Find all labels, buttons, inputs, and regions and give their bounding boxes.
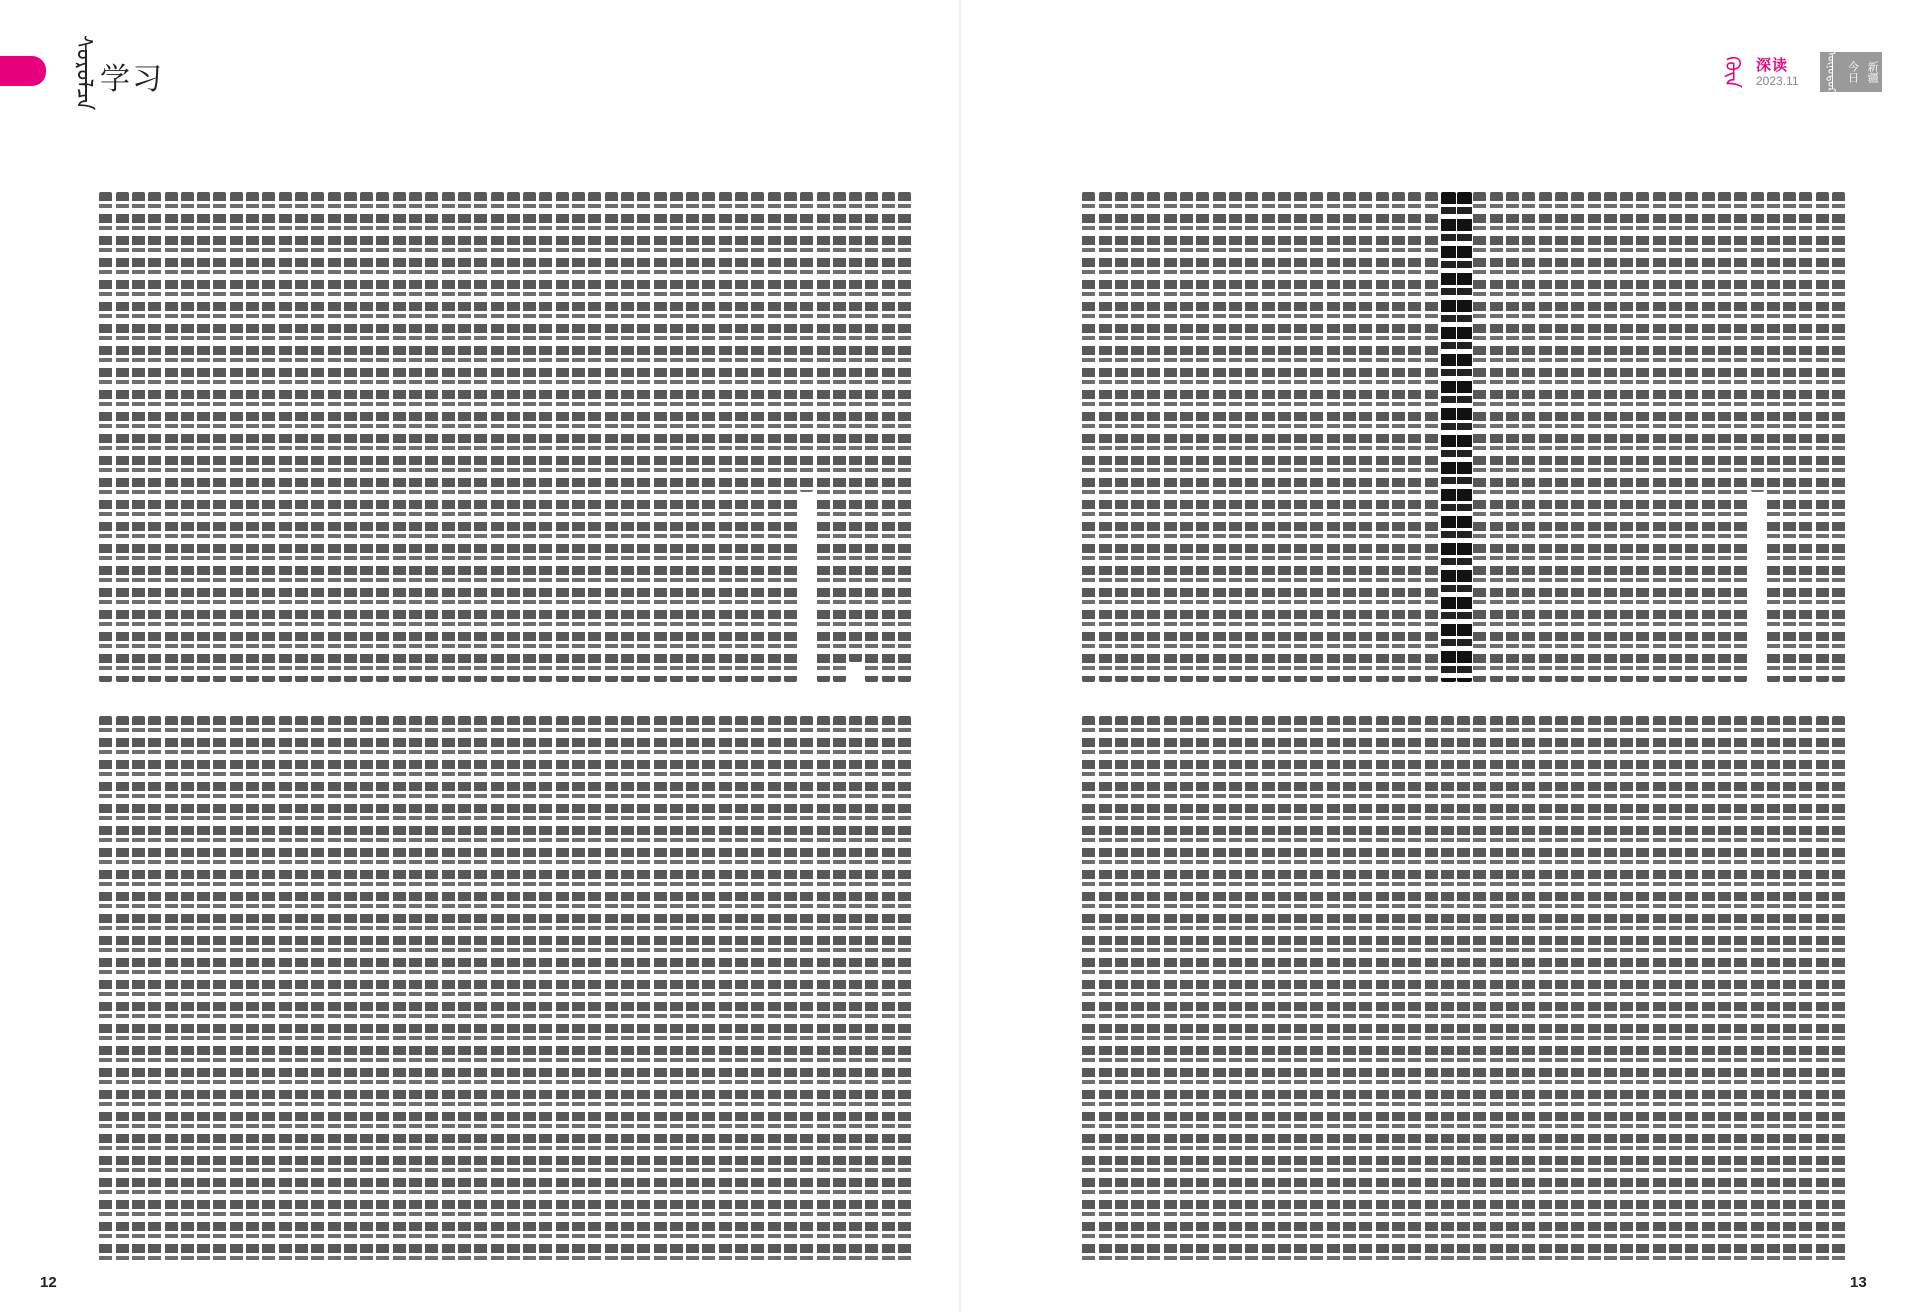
text-column [1164, 192, 1177, 682]
text-column [262, 716, 275, 1261]
text-column [213, 192, 226, 682]
text-column [523, 716, 536, 1261]
text-column [523, 192, 536, 682]
text-column [849, 716, 862, 1261]
text-column [295, 192, 308, 682]
text-column [1294, 716, 1307, 1261]
text-column [197, 716, 210, 1261]
page-fold [958, 0, 962, 1312]
text-column [1490, 716, 1503, 1261]
text-column [344, 192, 357, 682]
text-column [1327, 716, 1340, 1261]
text-column [99, 716, 112, 1261]
text-column [1147, 192, 1160, 682]
text-column [165, 192, 178, 682]
text-column [442, 192, 455, 682]
text-column [1359, 192, 1372, 682]
text-column [800, 716, 813, 1261]
text-column [1588, 716, 1601, 1261]
text-column [621, 192, 634, 682]
text-column [1653, 192, 1666, 682]
text-column [605, 716, 618, 1261]
text-column [1278, 716, 1291, 1261]
text-column [784, 192, 797, 682]
text-column [1669, 716, 1682, 1261]
text-column [1376, 716, 1389, 1261]
text-column [197, 192, 210, 682]
text-column [344, 716, 357, 1261]
text-column [833, 716, 846, 1261]
text-column [1343, 192, 1356, 682]
text-column [1522, 192, 1535, 682]
text-column [1262, 716, 1275, 1261]
brand-logo-mongol: ᠥᠨᠥᠳᠥᠷ [1824, 50, 1838, 94]
text-column [1799, 192, 1812, 682]
text-column [1082, 192, 1095, 682]
text-column [751, 192, 764, 682]
text-column [1799, 716, 1812, 1261]
text-column [1604, 192, 1617, 682]
text-column [1441, 716, 1454, 1261]
text-column [637, 716, 650, 1261]
text-column [1164, 716, 1177, 1261]
text-column [1408, 192, 1421, 682]
text-column [751, 716, 764, 1261]
text-column [458, 192, 471, 682]
text-column [1783, 192, 1796, 682]
text-column [1457, 716, 1470, 1261]
text-column [1115, 192, 1128, 682]
text-column [605, 192, 618, 682]
text-column [539, 192, 552, 682]
text-column [898, 716, 911, 1261]
text-column [654, 192, 667, 682]
text-column [882, 192, 895, 682]
text-column [768, 716, 781, 1261]
text-column [328, 192, 341, 682]
text-column [213, 716, 226, 1261]
magazine-brand [1716, 52, 1886, 96]
text-column [1571, 716, 1584, 1261]
text-column [1767, 192, 1780, 682]
text-column [1816, 716, 1829, 1261]
text-column [474, 192, 487, 682]
section-title: 学习 [100, 62, 164, 97]
text-column [181, 716, 194, 1261]
text-column [393, 192, 406, 682]
text-column [1685, 716, 1698, 1261]
text-column [507, 192, 520, 682]
brand-logo-text-1: 今日 [1846, 61, 1860, 83]
text-column [768, 192, 781, 682]
text-column [1147, 716, 1160, 1261]
text-column [1669, 192, 1682, 682]
text-column [1506, 716, 1519, 1261]
text-column [1816, 192, 1829, 682]
text-column [621, 716, 634, 1261]
text-column [556, 192, 569, 682]
text-column [1359, 716, 1372, 1261]
text-column [784, 716, 797, 1261]
text-column [719, 716, 732, 1261]
text-column [507, 716, 520, 1261]
text-column [1571, 192, 1584, 682]
text-column [1767, 716, 1780, 1261]
text-column [148, 716, 161, 1261]
text-column [99, 192, 112, 682]
text-column [1082, 716, 1095, 1261]
text-column [1832, 192, 1845, 682]
text-column [1636, 716, 1649, 1261]
text-column [1425, 192, 1438, 682]
text-column [376, 716, 389, 1261]
text-column [556, 716, 569, 1261]
text-column [279, 192, 292, 682]
text-column [833, 192, 846, 682]
text-column [1490, 192, 1503, 682]
text-column [882, 716, 895, 1261]
text-column [588, 192, 601, 682]
text-column [311, 192, 324, 682]
text-column [491, 192, 504, 682]
text-column [1245, 716, 1258, 1261]
text-column [670, 192, 683, 682]
text-column [1229, 716, 1242, 1261]
text-column [800, 192, 813, 492]
text-column [491, 716, 504, 1261]
text-column [849, 192, 862, 662]
text-column [1783, 716, 1796, 1261]
text-column [148, 192, 161, 682]
text-column [376, 192, 389, 682]
right-page-number: 13 [1850, 1274, 1867, 1291]
text-column [1229, 192, 1242, 682]
text-column [1604, 716, 1617, 1261]
text-column [1245, 192, 1258, 682]
text-column [702, 192, 715, 682]
text-column [1751, 192, 1764, 492]
brand-logo [1820, 52, 1882, 92]
text-column [588, 716, 601, 1261]
text-column [1278, 192, 1291, 682]
text-column [1751, 716, 1764, 1261]
text-column [1294, 192, 1307, 682]
text-column [1131, 192, 1144, 682]
text-column [1702, 192, 1715, 682]
text-column [1702, 716, 1715, 1261]
text-column [1539, 716, 1552, 1261]
text-column [670, 716, 683, 1261]
brand-issue-date: 2023.11 [1756, 74, 1799, 88]
text-column [360, 716, 373, 1261]
text-column [572, 192, 585, 682]
text-column [1734, 716, 1747, 1261]
text-column [1653, 716, 1666, 1261]
text-column [1196, 716, 1209, 1261]
text-column [474, 716, 487, 1261]
text-column [165, 716, 178, 1261]
text-column [360, 192, 373, 682]
text-column [409, 192, 422, 682]
text-column [1392, 716, 1405, 1261]
text-column [1522, 716, 1535, 1261]
text-column [865, 192, 878, 682]
text-column [116, 716, 129, 1261]
text-column [1718, 716, 1731, 1261]
text-column [817, 192, 830, 682]
text-column [1180, 192, 1193, 682]
text-column [442, 716, 455, 1261]
text-column [230, 192, 243, 682]
text-column [1555, 716, 1568, 1261]
text-column [735, 192, 748, 682]
text-column [686, 192, 699, 682]
text-column [1131, 716, 1144, 1261]
text-column [1196, 192, 1209, 682]
text-column [458, 716, 471, 1261]
text-column [654, 716, 667, 1261]
text-column [1441, 192, 1456, 682]
brand-mongol-text: ᠭᠦᠨ [1720, 55, 1745, 89]
text-column [735, 716, 748, 1261]
text-column [132, 716, 145, 1261]
text-column [1588, 192, 1601, 682]
text-column [1425, 716, 1438, 1261]
text-column [898, 192, 911, 682]
text-column [1685, 192, 1698, 682]
text-column [865, 716, 878, 1261]
text-column [702, 716, 715, 1261]
text-column [1718, 192, 1731, 682]
text-column [1310, 192, 1323, 682]
text-column [1392, 192, 1405, 682]
text-column [719, 192, 732, 682]
text-column [246, 192, 259, 682]
text-column [409, 716, 422, 1261]
text-column [311, 716, 324, 1261]
brand-name: 深读 [1756, 56, 1789, 74]
text-column [1539, 192, 1552, 682]
text-column [1555, 192, 1568, 682]
text-column [1180, 716, 1193, 1261]
text-column [295, 716, 308, 1261]
text-column [1473, 716, 1486, 1261]
text-column [181, 192, 194, 682]
text-column [817, 716, 830, 1261]
text-column [1327, 192, 1340, 682]
text-column [1473, 192, 1486, 682]
text-column [132, 192, 145, 682]
text-column [637, 192, 650, 682]
section-title-mongol: ᠰᠤᠷᠤᠯᠴᠠ [71, 35, 96, 111]
left-page-number: 12 [40, 1274, 57, 1291]
text-column [572, 716, 585, 1261]
text-column [686, 716, 699, 1261]
text-column [1099, 716, 1112, 1261]
text-column [246, 716, 259, 1261]
text-column [1343, 716, 1356, 1261]
brand-logo-text-2: 新疆 [1866, 61, 1880, 83]
text-column [1310, 716, 1323, 1261]
text-column [279, 716, 292, 1261]
text-column [1213, 716, 1226, 1261]
text-column [1213, 192, 1226, 682]
text-column [1734, 192, 1747, 682]
text-column [1115, 716, 1128, 1261]
text-column [1408, 716, 1421, 1261]
text-column [1376, 192, 1389, 682]
text-column [328, 716, 341, 1261]
text-column [1099, 192, 1112, 682]
text-column [1457, 192, 1472, 682]
text-column [1506, 192, 1519, 682]
text-column [1620, 716, 1633, 1261]
text-column [262, 192, 275, 682]
text-column [425, 192, 438, 682]
text-column [1262, 192, 1275, 682]
text-column [1832, 716, 1845, 1261]
text-column [230, 716, 243, 1261]
text-column [1636, 192, 1649, 682]
text-column [116, 192, 129, 682]
text-column [393, 716, 406, 1261]
text-column [425, 716, 438, 1261]
text-column [539, 716, 552, 1261]
section-tab-marker [0, 56, 46, 86]
text-column [1620, 192, 1633, 682]
